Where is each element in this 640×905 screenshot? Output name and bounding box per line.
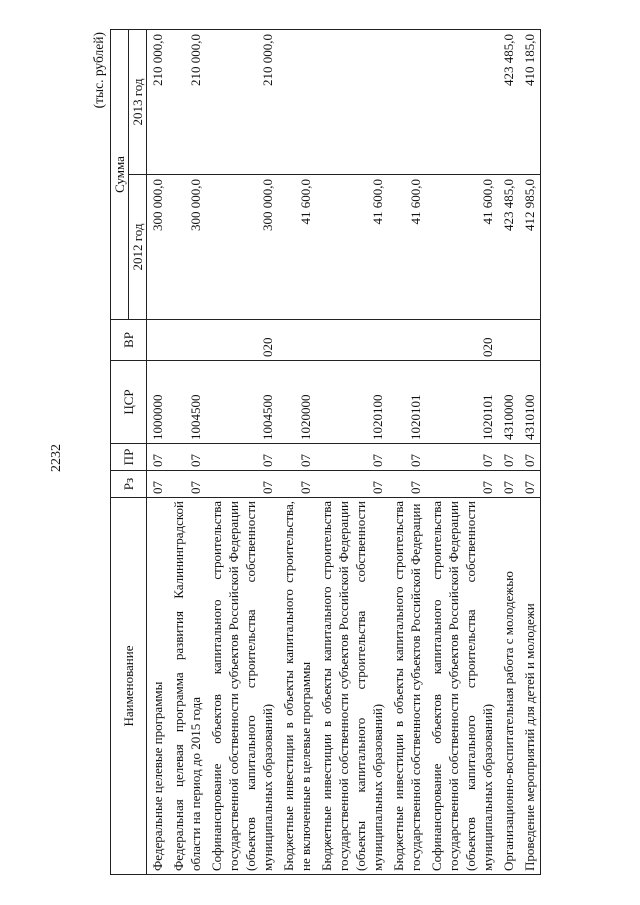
row-csr: 1004500: [206, 361, 278, 444]
row-pr: 07: [316, 444, 388, 471]
row-csr: 1020000: [278, 361, 316, 444]
row-sum-2012: 423 485,0: [498, 175, 519, 320]
header-year-2013: 2013 год: [129, 30, 147, 175]
row-vr: [147, 320, 169, 361]
table-header: [111, 30, 147, 875]
row-vr: [316, 320, 388, 361]
row-name: Проведение мероприятий для детей и молодежи: [519, 498, 541, 875]
row-name: Софинансирование объектов капитального строительства государственной собственности субъектов Российской Федерации (объектов капитального строительства собственности муниципальных образований): [206, 498, 278, 875]
row-vr: [388, 320, 426, 361]
header-name: Наименование: [111, 498, 147, 875]
row-vr: [498, 320, 519, 361]
row-sum-2012: 41 600,0: [426, 175, 498, 320]
row-name: Федеральные целевые программы: [147, 498, 169, 875]
row-rz: 07: [426, 471, 498, 498]
row-sum-2012: 300 000,0: [168, 175, 206, 320]
row-vr: [519, 320, 541, 361]
budget-sheet: [88, 30, 558, 875]
row-sum-2013: [316, 30, 388, 175]
row-csr: 4310000: [498, 361, 519, 444]
row-sum-2013: 210 000,0: [206, 30, 278, 175]
row-vr: [168, 320, 206, 361]
row-pr: 07: [426, 444, 498, 471]
row-csr: 1004500: [168, 361, 206, 444]
row-name: Бюджетные инвестиции в объекты капитального строительства, не включенные в целевые программы: [278, 498, 316, 875]
table-row: [147, 30, 169, 875]
units-note: (тыс. рублей): [91, 32, 106, 109]
row-name: Софинансирование объектов капитального строительства государственной собственности субъектов Российской Федерации (объектов капитального строительства собственности муниципальных образований): [426, 498, 498, 875]
header-rz: Рз: [111, 471, 147, 498]
header-vr: ВР: [111, 320, 147, 361]
row-pr: 07: [147, 444, 169, 471]
row-sum-2013: 410 185,0: [519, 30, 541, 175]
row-sum-2013: 423 485,0: [498, 30, 519, 175]
header-pr: ПР: [111, 444, 147, 471]
table-row: [388, 30, 426, 875]
budget-table: [110, 29, 541, 875]
row-name: Федеральная целевая программа развития Калининградской области на период до 2015 года: [168, 498, 206, 875]
page-number-text: 2232: [49, 444, 64, 472]
table-row: [519, 30, 541, 875]
table-row: [498, 30, 519, 875]
row-rz: 07: [206, 471, 278, 498]
row-pr: 07: [168, 444, 206, 471]
row-sum-2012: 41 600,0: [278, 175, 316, 320]
row-pr: 07: [519, 444, 541, 471]
row-csr: 4310100: [519, 361, 541, 444]
page-number: [44, 438, 70, 478]
row-sum-2012: 300 000,0: [206, 175, 278, 320]
row-name: Бюджетные инвестиции в объекты капитального строительства государственной собственности субъектов Российской Федерации (объекты капитального строительства собственности муниципальных образований): [316, 498, 388, 875]
row-sum-2013: 210 000,0: [168, 30, 206, 175]
header-sum: Сумма: [111, 30, 129, 320]
row-sum-2013: [278, 30, 316, 175]
row-vr: 020: [206, 320, 278, 361]
table-row: [316, 30, 388, 875]
row-sum-2012: 412 985,0: [519, 175, 541, 320]
table-row: [206, 30, 278, 875]
row-rz: 07: [278, 471, 316, 498]
row-pr: 07: [388, 444, 426, 471]
row-csr: 1020100: [316, 361, 388, 444]
header-year-2012: 2012 год: [129, 175, 147, 320]
row-csr: 1000000: [147, 361, 169, 444]
table-body: [147, 30, 541, 875]
row-pr: 07: [498, 444, 519, 471]
row-pr: 07: [206, 444, 278, 471]
row-sum-2012: 41 600,0: [388, 175, 426, 320]
row-rz: 07: [168, 471, 206, 498]
table-row: [426, 30, 498, 875]
row-rz: 07: [388, 471, 426, 498]
row-sum-2013: [388, 30, 426, 175]
table-row: [278, 30, 316, 875]
row-vr: [278, 320, 316, 361]
row-vr: 020: [426, 320, 498, 361]
row-rz: 07: [316, 471, 388, 498]
row-sum-2013: [426, 30, 498, 175]
header-csr: ЦСР: [111, 361, 147, 444]
row-pr: 07: [278, 444, 316, 471]
row-sum-2012: 41 600,0: [316, 175, 388, 320]
row-csr: 1020101: [388, 361, 426, 444]
row-name: Бюджетные инвестиции в объекты капитального строительства государственной собственности субъектов Российской Федерации: [388, 498, 426, 875]
table-row: [168, 30, 206, 875]
row-csr: 1020101: [426, 361, 498, 444]
row-sum-2012: 300 000,0: [147, 175, 169, 320]
row-rz: 07: [147, 471, 169, 498]
row-rz: 07: [498, 471, 519, 498]
row-name: Организационно-воспитательная работа с молодежью: [498, 498, 519, 875]
row-rz: 07: [519, 471, 541, 498]
row-sum-2013: 210 000,0: [147, 30, 169, 175]
